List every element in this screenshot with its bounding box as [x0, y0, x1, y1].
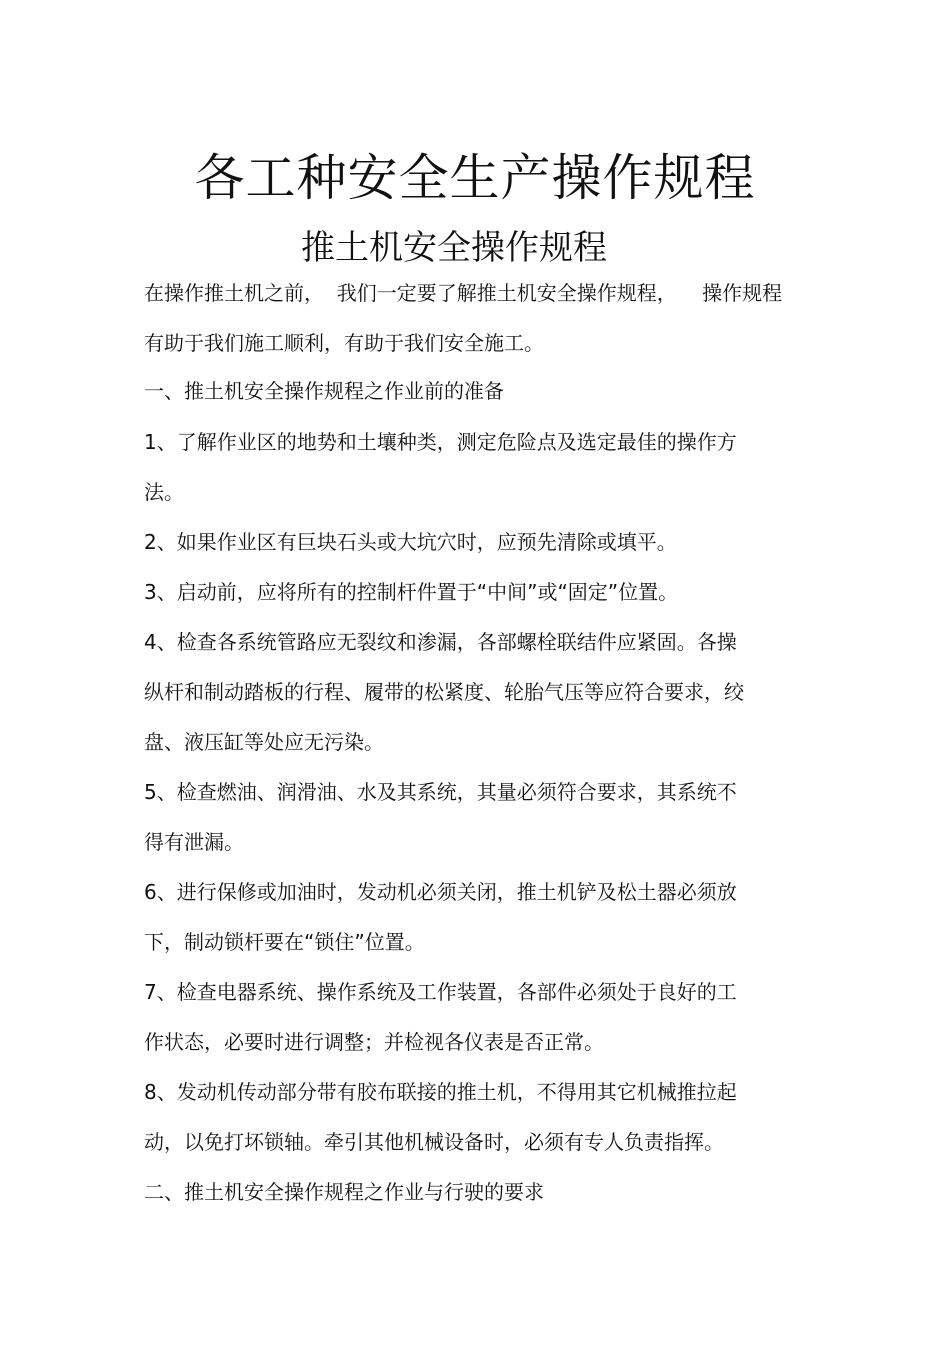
- body-line: 6、进行保修或加油时，发动机必须关闭，推土机铲及松土器必须放: [144, 880, 737, 904]
- body-line: 作状态，必要时进行调整；并检视各仪表是否正常。: [144, 1030, 604, 1054]
- document-subtitle: 推土机安全操作规程: [301, 228, 607, 268]
- body-line: 动，以免打坏锁轴。牵引其他机械设备时，必须有专人负责指挥。: [144, 1130, 724, 1154]
- document-title: 各工种安全生产操作规程: [194, 149, 756, 207]
- section-heading: 一、推土机安全操作规程之作业前的准备: [144, 379, 504, 403]
- body-line: 7、检查电器系统、操作系统及工作装置，各部件必须处于良好的工: [144, 980, 737, 1004]
- body-line: 有助于我们施工顺利，有助于我们安全施工。: [144, 331, 544, 355]
- body-line: 5、检查燃油、润滑油、水及其系统，其量必须符合要求，其系统不: [144, 780, 737, 804]
- body-line: 8、发动机传动部分带有胶布联接的推土机，不得用其它机械推拉起: [144, 1080, 737, 1104]
- body-line: 在操作推土机之前， 我们一定要了解推土机安全操作规程， 操作规程: [144, 281, 783, 305]
- section-heading: 二、推土机安全操作规程之作业与行驶的要求: [144, 1180, 544, 1204]
- body-line: 法。: [144, 480, 184, 504]
- body-line: 3、启动前，应将所有的控制杆件置于“中间”或“固定”位置。: [144, 580, 679, 604]
- body-line: 盘、液压缸等处应无污染。: [144, 730, 384, 754]
- body-line: 4、检查各系统管路应无裂纹和渗漏，各部螺栓联结件应紧固。各操: [144, 630, 737, 654]
- body-line: 2、如果作业区有巨块石头或大坑穴时，应预先清除或填平。: [144, 530, 677, 554]
- body-line: 得有泄漏。: [144, 830, 244, 854]
- body-line: 纵杆和制动踏板的行程、履带的松紧度、轮胎气压等应符合要求，绞: [144, 680, 744, 704]
- body-line: 下，制动锁杆要在“锁住”位置。: [144, 930, 425, 954]
- body-line: 1、了解作业区的地势和土壤种类，测定危险点及选定最佳的操作方: [144, 430, 737, 454]
